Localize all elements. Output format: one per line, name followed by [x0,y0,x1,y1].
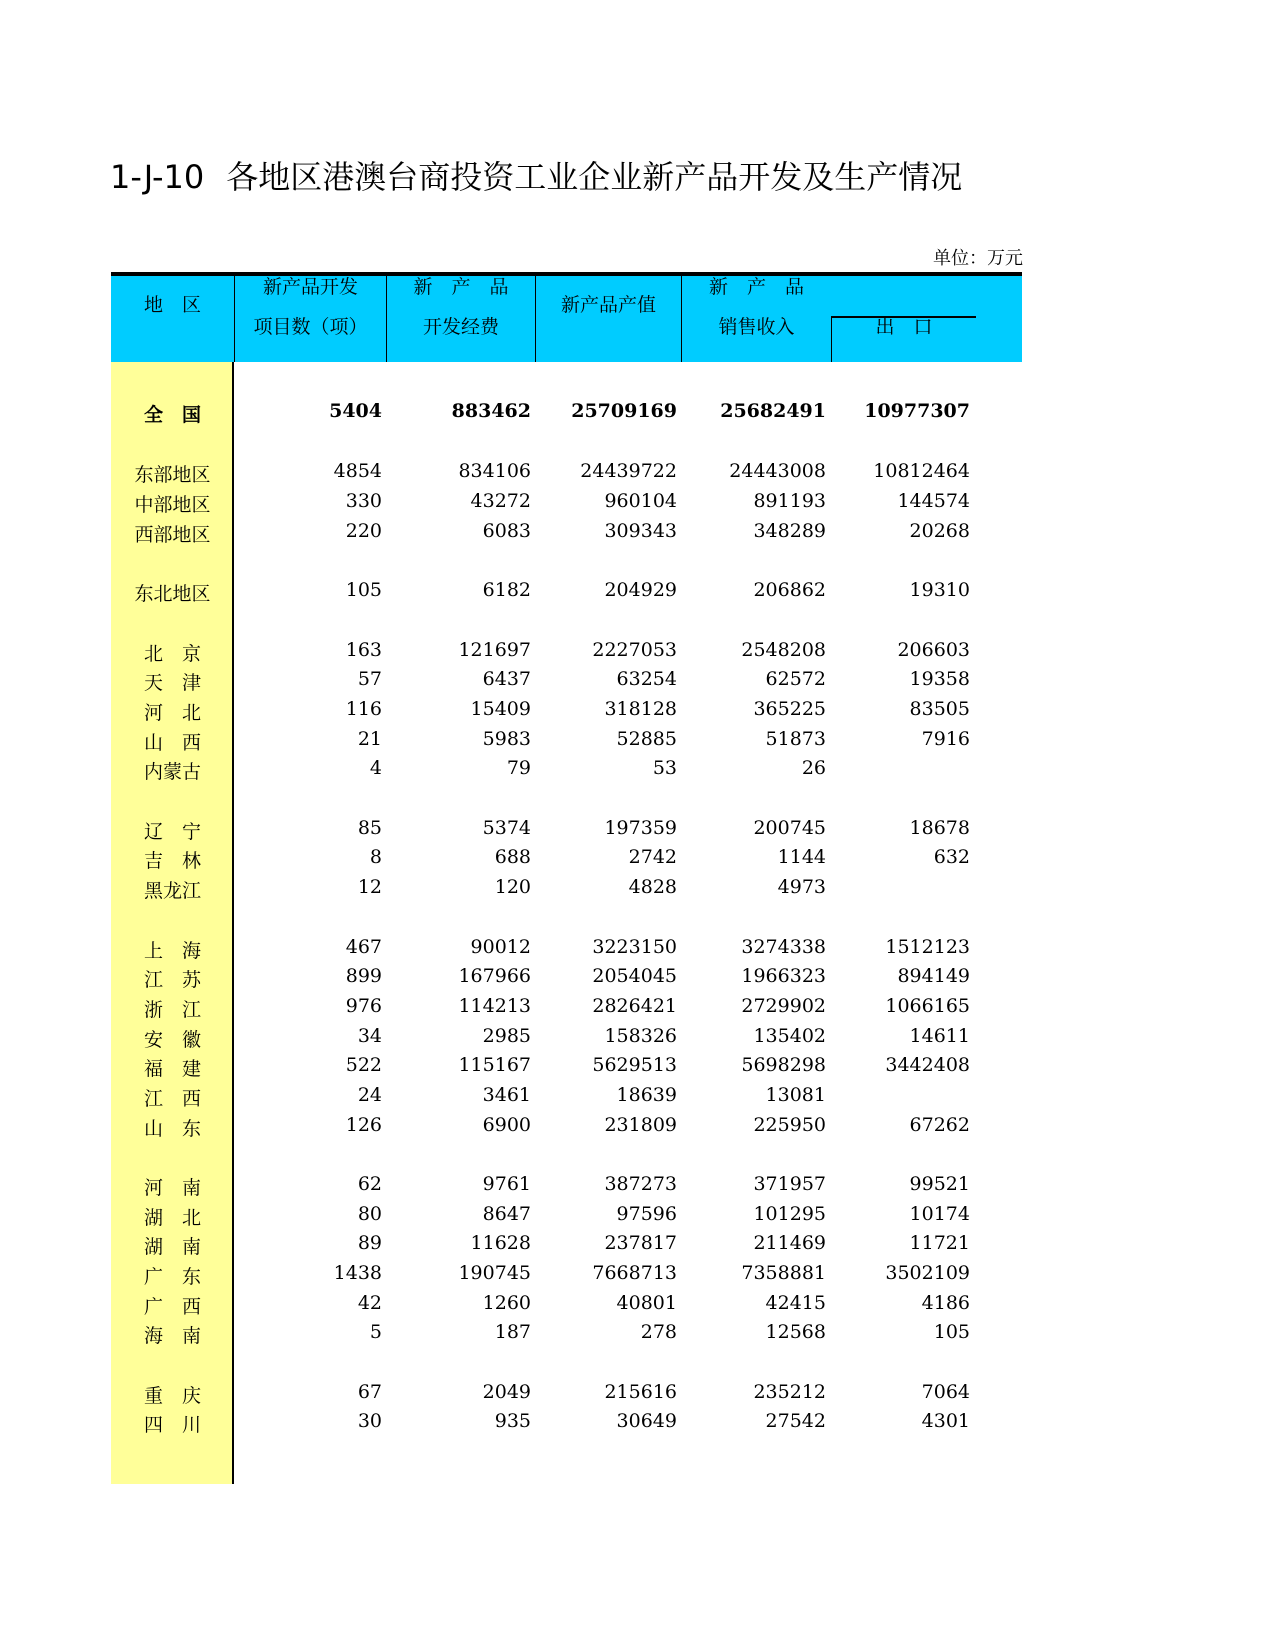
table-row: 安 徽 34 2985 158326 135402 14611 [143,1025,970,1051]
header-export: 出 口 [875,316,933,338]
table-header [111,272,1022,362]
header-projects: 新产品开发 项目数（项） [253,276,368,338]
header-output-value: 新产品产值 [560,294,656,316]
table-row: 湖 南 89 11628 237817 211469 11721 [143,1232,970,1258]
table-row: 湖 北 80 8647 97596 101295 10174 [143,1203,970,1229]
unit-label: 单位：万元 [933,248,1023,269]
page-title [110,152,962,202]
table-row: 河 南 62 9761 387273 371957 99521 [143,1173,970,1199]
header-sales-revenue: 新 产 品 销售收入 [708,276,804,338]
table-row: 广 东 1438 190745 7668713 7358881 3502109 [143,1262,970,1288]
table-row: 北 京 163 121697 2227053 2548208 206603 [143,639,970,665]
table-body [111,362,1022,1484]
header-expenditure: 新 产 品 开发经费 [413,276,509,338]
header-region: 地 区 [143,294,201,316]
table-row: 江 苏 899 167966 2054045 1966323 894149 [143,965,970,991]
table-row: 辽 宁 85 5374 197359 200745 18678 [143,817,970,843]
table-row: 上 海 467 90012 3223150 3274338 1512123 [143,936,970,962]
table-row: 山 西 21 5983 52885 51873 7916 [143,728,970,754]
table-row: 河 北 116 15409 318128 365225 83505 [143,698,970,724]
table-row: 山 东 126 6900 231809 225950 67262 [143,1114,970,1140]
table-row: 西部地区 220 6083 309343 348289 20268 [134,520,970,546]
table-code: 1-J-10 [110,158,205,196]
data-table [111,272,1022,1484]
table-row: 内蒙古 4 79 53 26 [143,757,826,783]
table-row: 四 川 30 935 30649 27542 4301 [143,1410,970,1436]
table-row: 重 庆 67 2049 215616 235212 7064 [143,1381,970,1407]
table-row: 黑龙江 12 120 4828 4973 [143,876,826,902]
table-row: 广 西 42 1260 40801 42415 4186 [143,1292,970,1318]
table-row: 东部地区 4854 834106 24439722 24443008 10812464 [134,460,970,486]
table-row: 中部地区 330 43272 960104 891193 144574 [134,490,970,516]
table-row: 江 西 24 3461 18639 13081 [143,1084,826,1110]
table-row: 天 津 57 6437 63254 62572 19358 [143,668,970,694]
table-title: 各地区港澳台商投资工业企业新产品开发及生产情况 [226,158,963,196]
table-row: 东北地区 105 6182 204929 206862 19310 [134,579,970,605]
table-row: 浙 江 976 114213 2826421 2729902 1066165 [143,995,970,1021]
table-row: 吉 林 8 688 2742 1144 632 [143,846,970,872]
table-row: 海 南 5 187 278 12568 105 [143,1321,970,1347]
table-row: 全 国 5404 883462 25709169 25682491 10977307 [143,400,970,426]
table-row: 福 建 522 115167 5629513 5698298 3442408 [143,1054,970,1080]
